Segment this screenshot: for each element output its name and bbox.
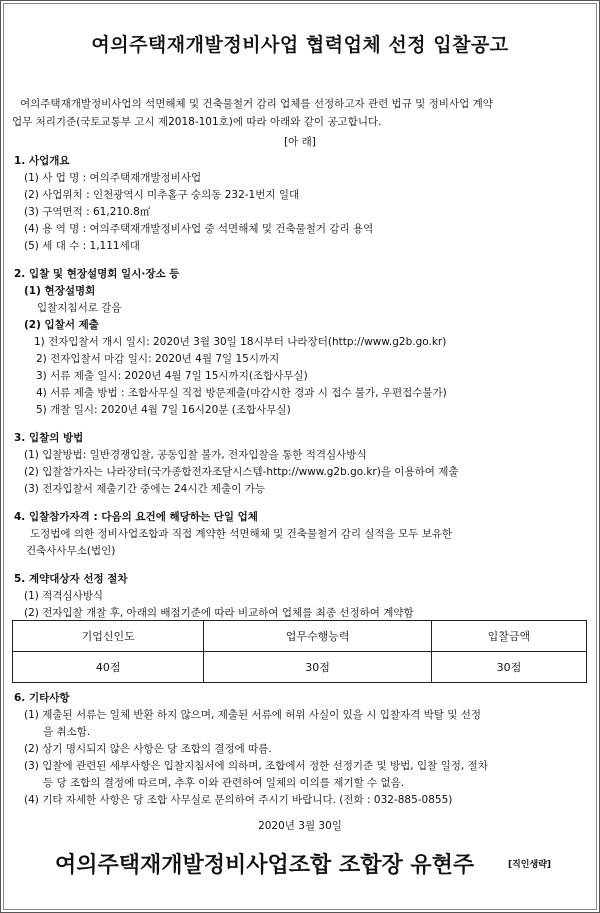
section-2-heading: 2. 입찰 및 현장설명회 일시·장소 등 <box>14 268 180 280</box>
table-row <box>13 652 587 683</box>
section-1-item: (3) 구역면적 : 61,210.8㎡ <box>24 206 151 218</box>
table-cell: 30점 <box>204 652 432 683</box>
notice-date: 2020년 3월 30일 <box>258 820 342 832</box>
section-1-item: (5) 세 대 수 : 1,111세대 <box>24 240 140 252</box>
page-title: 여의주택재개발정비사업 협력업체 선정 입찰공고 <box>91 34 509 56</box>
section-5-heading: 5. 계약대상자 선정 절차 <box>14 573 128 585</box>
section-1-item: (4) 용 역 명 : 여의주택재개발정비사업 중 석면해체 및 건축물철거 감리 용역 <box>24 223 374 235</box>
section-2-item: 3) 서류 제출 일시: 2020년 4월 7일 15시까지(조합사무실) <box>36 370 308 382</box>
section-2-item: 5) 개찰 일시: 2020년 4월 7일 16시20분 (조합사무실) <box>36 404 291 416</box>
section-2-item: 2) 전자입찰서 마감 일시: 2020년 4월 7일 15시까지 <box>36 353 280 365</box>
section-5-item: (1) 적격심사방식 <box>24 590 104 602</box>
section-6-line: (4) 기타 자세한 사항은 당 조합 사무실로 문의하여 주시기 바랍니다. (전화 : 032-885-0855) <box>24 794 453 806</box>
intro-line-1: 여의주택재개발정비사업의 석면해체 및 건축물철거 감리 업체를 선정하고자 관련 법규 및 정비사업 계약 <box>20 98 493 110</box>
section-6-line: (3) 입찰에 관련된 세부사항은 입찰지침서에 의하며, 조합에서 정한 선정기준 및 방법, 입찰 일정, 절차 <box>24 760 488 772</box>
section-6-line: 을 취소함. <box>43 726 91 738</box>
intro-line-2: 업무 처리기준(국토교통부 고시 제2018-101호)에 따라 아래와 같이 공고합니다. <box>12 116 382 128</box>
section-6-line: (2) 상기 명시되지 않은 사항은 당 조합의 결정에 따름. <box>24 743 272 755</box>
section-2-sub2: (2) 입찰서 제출 <box>24 319 99 331</box>
section-3-item: (3) 전자입찰서 제출기간 중에는 24시간 제출이 가능 <box>24 483 265 495</box>
stamp-note: [직인생략] <box>508 860 552 870</box>
section-6-heading: 6. 기타사항 <box>14 692 70 704</box>
section-5-item: (2) 전자입찰 개찰 후, 아래의 배점기준에 따라 비교하여 업체를 최종 선정하여 계약함 <box>24 607 414 619</box>
section-1-heading: 1. 사업개요 <box>14 155 70 167</box>
section-3-heading: 3. 입찰의 방법 <box>14 432 84 444</box>
section-3-item: (2) 입찰참가자는 나라장터(국가종합전자조달시스템-http://www.g2b.go.kr)을 이용하여 제출 <box>24 466 459 478</box>
section-2-item: 4) 서류 제출 방법 : 조합사무실 직접 방문제출(마감시한 경과 시 접수 불가, 우편접수불가) <box>36 387 447 399</box>
signature: 여의주택재개발정비사업조합 조합장 유현주 <box>55 853 475 878</box>
section-6-line: (1) 제출된 서류는 일체 반환 하지 않으며, 제출된 서류에 허위 사실이 있을 시 입찰자격 박탈 및 선정 <box>24 709 482 721</box>
table-cell: 40점 <box>13 652 204 683</box>
section-1-item: (2) 사업위치 : 인천광역시 미추홀구 숭의동 232-1번지 일대 <box>24 189 300 201</box>
section-1-item: (1) 사 업 명 : 여의주택재개발정비사업 <box>24 172 202 184</box>
table-header-cell: 기업신인도 <box>13 621 204 652</box>
section-2-item: 1) 전자입찰서 개시 일시: 2020년 3월 30일 18시부터 나라장터(http://www.g2b.go.kr) <box>34 336 447 348</box>
section-2-sub1: (1) 현장설명회 <box>24 285 96 297</box>
section-4-line-1: 도정법에 의한 정비사업조합과 직접 계약한 석면해체 및 건축물철거 감리 실적을 모두 보유한 <box>30 528 453 540</box>
section-6-line: 등 당 조합의 결정에 따르며, 추후 이와 관련하여 일체의 이의를 제기할 수 없음. <box>43 777 405 789</box>
intro-paragraph <box>12 95 586 131</box>
section-4-line-2: 건축사사무소(법인) <box>26 545 116 557</box>
ah-label: [아 래] <box>284 136 316 148</box>
scoring-table <box>12 620 587 683</box>
section-4-heading: 4. 입찰참가자격 : 다음의 요건에 해당하는 단일 업체 <box>14 511 258 523</box>
table-header-cell: 입찰금액 <box>431 621 586 652</box>
table-cell: 30점 <box>431 652 586 683</box>
section-3-item: (1) 입찰방법: 일반경쟁입찰, 공동입찰 불가, 전자입찰을 통한 적격심사방식 <box>24 449 367 461</box>
section-2-sub1-text: 입찰지침서로 갈음 <box>37 302 122 314</box>
table-header-cell: 업무수행능력 <box>204 621 432 652</box>
table-header-row <box>13 621 587 652</box>
